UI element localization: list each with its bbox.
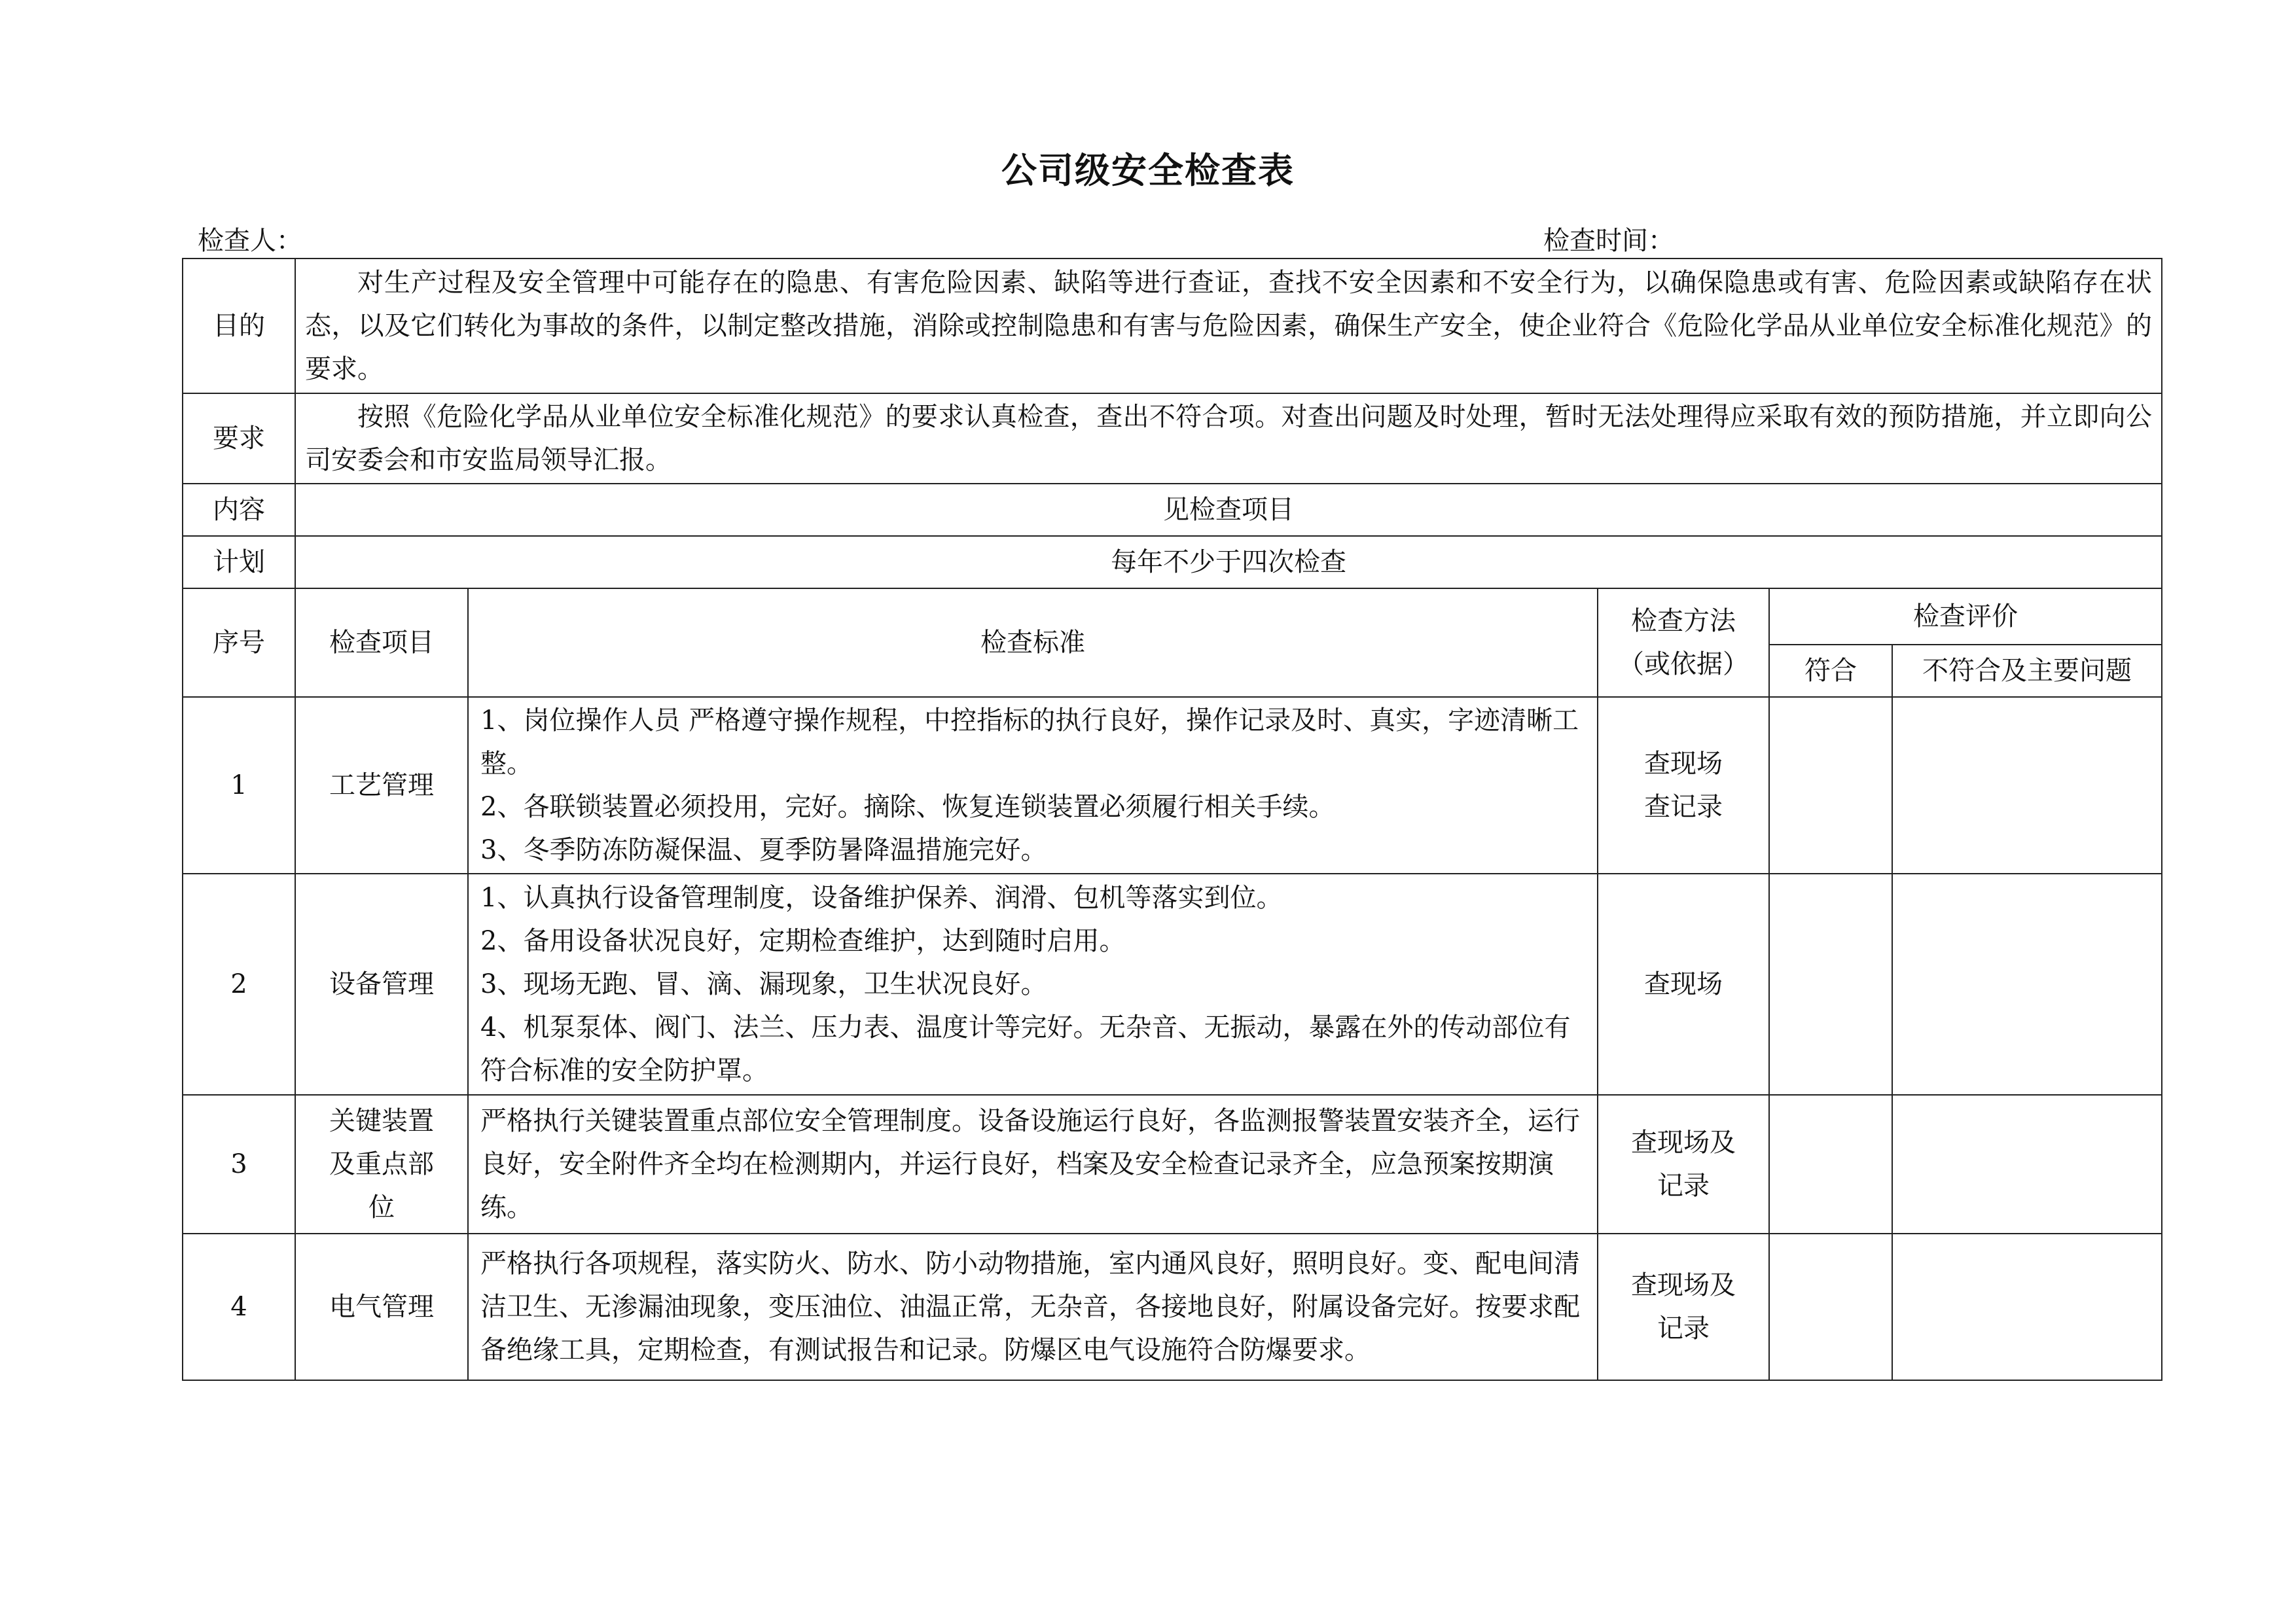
row-conform-cell[interactable] <box>1769 1234 1892 1380</box>
purpose-label: 目的 <box>183 259 295 393</box>
row-standard <box>468 874 1598 1095</box>
header-conform: 符合 <box>1769 645 1892 697</box>
header-row <box>183 588 2162 645</box>
row-method-line2: 记录 <box>1657 1171 1710 1201</box>
requirement-row <box>183 393 2162 484</box>
row-conform-cell[interactable] <box>1769 1095 1892 1234</box>
requirement-text: 按照《危险化学品从业单位安全标准化规范》的要求认真检查，查出不符合项。对查出问题及时处理，暂时无法处理得应采取有效的预防措施，并立即向公司安委会和市安监局领导汇报。 <box>295 393 2162 484</box>
row-nonconform-cell[interactable] <box>1892 874 2162 1095</box>
table-row <box>183 874 2162 1095</box>
header-item: 检查项目 <box>295 588 468 697</box>
standard-line: 2、各联锁装置必须投用，完好。摘除、恢复连锁装置必须履行相关手续。 <box>480 792 1335 822</box>
purpose-text: 对生产过程及安全管理中可能存在的隐患、有害危险因素、缺陷等进行查证，查找不安全因素和不安全行为，以确保隐患或有害、危险因素或缺陷存在状态，以及它们转化为事故的条件，以制定整改措施，消除或控制隐患和有害与危险因素，确保生产安全，使企业符合《危险化学品从业单位安全标准化规范》的要求。 <box>295 259 2162 393</box>
row-method-line1: 查现场 <box>1644 969 1723 999</box>
row-method <box>1598 874 1769 1095</box>
row-standard <box>468 1234 1598 1380</box>
standard-line: 2、备用设备状况良好，定期检查维护，达到随时启用。 <box>480 926 1126 956</box>
inspection-time-label: 检查时间： <box>1543 226 1674 256</box>
standard-line: 3、冬季防冻防凝保温、夏季防暑降温措施完好。 <box>480 835 1047 865</box>
row-seq: 3 <box>183 1095 295 1234</box>
table-row <box>183 1095 2162 1234</box>
row-item: 电气管理 <box>295 1234 468 1380</box>
row-seq: 4 <box>183 1234 295 1380</box>
standard-line: 3、现场无跑、冒、滴、漏现象，卫生状况良好。 <box>480 969 1047 999</box>
safety-checklist-table <box>182 258 2162 1381</box>
purpose-row <box>183 259 2162 393</box>
row-method-line2: 查记录 <box>1644 792 1723 822</box>
header-seq: 序号 <box>183 588 295 697</box>
table-row <box>183 697 2162 874</box>
row-method-line2: 记录 <box>1657 1313 1710 1344</box>
inspector-label: 检查人： <box>198 226 302 256</box>
content-value: 见检查项目 <box>295 484 2162 536</box>
row-method <box>1598 1095 1769 1234</box>
header-nonconform: 不符合及主要问题 <box>1892 645 2162 697</box>
page-title: 公司级安全检查表 <box>1001 149 1295 191</box>
header-method-line2: （或依据） <box>1618 649 1749 679</box>
table-row <box>183 1234 2162 1380</box>
standard-line: 4、机泵泵体、阀门、法兰、压力表、温度计等完好。无杂音、无振动，暴露在外的传动部位有符合标准的安全防护罩。 <box>480 1012 1571 1086</box>
standard-line: 1、认真执行设备管理制度，设备维护保养、润滑、包机等落实到位。 <box>480 883 1283 913</box>
row-method <box>1598 1234 1769 1380</box>
row-item-line2: 及重点部 <box>329 1149 434 1179</box>
standard-line: 严格执行关键装置重点部位安全管理制度。设备设施运行良好，各监测报警装置安装齐全，运行良好，安全附件齐全均在检测期内，并运行良好，档案及安全检查记录齐全，应急预案按期演练。 <box>480 1106 1580 1222</box>
standard-line: 1、岗位操作人员 严格遵守操作规程，中控指标的执行良好，操作记录及时、真实，字迹清晰工整。 <box>480 705 1579 779</box>
header-method <box>1598 588 1769 697</box>
row-nonconform-cell[interactable] <box>1892 1095 2162 1234</box>
row-seq: 1 <box>183 697 295 874</box>
content-label: 内容 <box>183 484 295 536</box>
header-evaluation: 检查评价 <box>1769 588 2162 645</box>
row-item: 设备管理 <box>295 874 468 1095</box>
content-row <box>183 484 2162 536</box>
row-item-line3: 位 <box>368 1192 395 1222</box>
row-method-line1: 查现场及 <box>1631 1270 1736 1300</box>
row-method <box>1598 697 1769 874</box>
row-method-line1: 查现场及 <box>1631 1128 1736 1158</box>
row-standard <box>468 697 1598 874</box>
row-method-line1: 查现场 <box>1644 749 1723 779</box>
row-conform-cell[interactable] <box>1769 697 1892 874</box>
plan-label: 计划 <box>183 536 295 588</box>
row-nonconform-cell[interactable] <box>1892 697 2162 874</box>
row-item-line1: 关键装置 <box>329 1106 434 1136</box>
row-standard <box>468 1095 1598 1234</box>
plan-value: 每年不少于四次检查 <box>295 536 2162 588</box>
requirement-label: 要求 <box>183 393 295 484</box>
row-seq: 2 <box>183 874 295 1095</box>
row-conform-cell[interactable] <box>1769 874 1892 1095</box>
header-standard: 检查标准 <box>468 588 1598 697</box>
standard-line: 严格执行各项规程，落实防火、防水、防小动物措施，室内通风良好，照明良好。变、配电间清洁卫生、无渗漏油现象，变压油位、油温正常，无杂音，各接地良好，附属设备完好。按要求配备绝缘工具，定期检查，有测试报告和记录。防爆区电气设施符合防爆要求。 <box>480 1249 1580 1365</box>
plan-row <box>183 536 2162 588</box>
header-method-line1: 检查方法 <box>1631 606 1736 636</box>
row-nonconform-cell[interactable] <box>1892 1234 2162 1380</box>
row-item: 工艺管理 <box>295 697 468 874</box>
row-item <box>295 1095 468 1234</box>
